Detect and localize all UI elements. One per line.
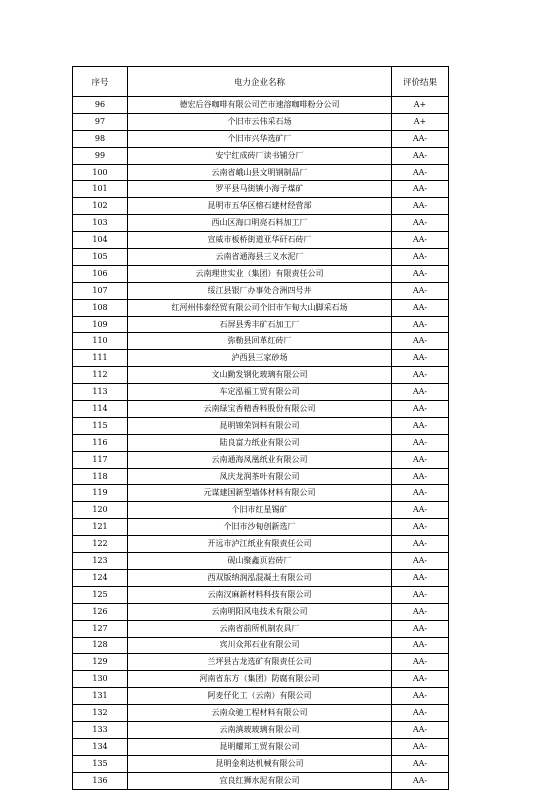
rating-value: AA- [392, 637, 449, 654]
company-name: 弥勒县回革红砖厂 [128, 333, 392, 350]
company-name: 个旧市云伟采石场 [128, 113, 392, 130]
rating-value: AA- [392, 721, 449, 738]
rating-value: AA- [392, 130, 449, 147]
table-row [73, 384, 449, 401]
row-index: 134 [73, 738, 128, 755]
row-index: 114 [73, 401, 128, 418]
row-index: 107 [73, 282, 128, 299]
company-name: 绥江县银厂办事处合洲四号井 [128, 282, 392, 299]
table-row [73, 350, 449, 367]
company-name: 石屏县秀丰矿石加工厂 [128, 316, 392, 333]
row-index: 105 [73, 249, 128, 266]
rating-value: AA- [392, 316, 449, 333]
rating-value: AA- [392, 569, 449, 586]
row-index: 136 [73, 772, 128, 789]
rating-value: A+ [392, 113, 449, 130]
header-rating: 评价结果 [392, 67, 449, 97]
company-name: 昆明金利达机械有限公司 [128, 755, 392, 772]
rating-value: AA- [392, 738, 449, 755]
table-row [73, 232, 449, 249]
table-row [73, 181, 449, 198]
header-index: 序号 [73, 67, 128, 97]
table-row [73, 113, 449, 130]
row-index: 125 [73, 586, 128, 603]
company-name: 个旧市红星锡矿 [128, 502, 392, 519]
row-index: 103 [73, 215, 128, 232]
rating-value: AA- [392, 164, 449, 181]
company-name: 个旧市兴华选矿厂 [128, 130, 392, 147]
row-index: 113 [73, 384, 128, 401]
table-row [73, 417, 449, 434]
rating-value: AA- [392, 603, 449, 620]
company-name: 云南明阳风电技术有限公司 [128, 603, 392, 620]
rating-value: AA- [392, 772, 449, 789]
row-index: 110 [73, 333, 128, 350]
row-index: 122 [73, 536, 128, 553]
table-row [73, 249, 449, 266]
row-index: 131 [73, 688, 128, 705]
table-row [73, 553, 449, 570]
table-row [73, 755, 449, 772]
rating-value: AA- [392, 417, 449, 434]
rating-value: AA- [392, 654, 449, 671]
table-row [73, 451, 449, 468]
company-name: 元谋建国新型墙体材料有限公司 [128, 485, 392, 502]
row-index: 109 [73, 316, 128, 333]
row-index: 108 [73, 299, 128, 316]
row-index: 118 [73, 468, 128, 485]
row-index: 115 [73, 417, 128, 434]
row-index: 104 [73, 232, 128, 249]
rating-value: AA- [392, 434, 449, 451]
company-name: 宜良红狮水泥有限公司 [128, 772, 392, 789]
row-index: 130 [73, 671, 128, 688]
header-company-name: 电力企业名称 [128, 67, 392, 97]
table-row [73, 164, 449, 181]
table-row [73, 772, 449, 789]
table-row [73, 586, 449, 603]
rating-value: AA- [392, 350, 449, 367]
table-row [73, 434, 449, 451]
table-row [73, 485, 449, 502]
row-index: 99 [73, 147, 128, 164]
row-index: 102 [73, 198, 128, 215]
company-name: 阿麦仔化工（云南）有限公司 [128, 688, 392, 705]
company-name: 车定泓福工贸有限公司 [128, 384, 392, 401]
rating-value: AA- [392, 586, 449, 603]
row-index: 119 [73, 485, 128, 502]
table-row [73, 215, 449, 232]
rating-value: AA- [392, 282, 449, 299]
company-name: 云南理世实业（集团）有限责任公司 [128, 265, 392, 282]
company-name: 罗平县马街镇小海子煤矿 [128, 181, 392, 198]
table-row [73, 367, 449, 384]
company-name: 陆良富力纸业有限公司 [128, 434, 392, 451]
row-index: 98 [73, 130, 128, 147]
rating-value: AA- [392, 198, 449, 215]
rating-value: AA- [392, 536, 449, 553]
company-name: 砚山聚鑫页岩砖厂 [128, 553, 392, 570]
row-index: 112 [73, 367, 128, 384]
company-name: 西双版纳润泓混凝土有限公司 [128, 569, 392, 586]
row-index: 128 [73, 637, 128, 654]
table-row [73, 738, 449, 755]
row-index: 100 [73, 164, 128, 181]
row-index: 96 [73, 97, 128, 114]
rating-value: AA- [392, 401, 449, 418]
table-row [73, 620, 449, 637]
row-index: 129 [73, 654, 128, 671]
row-index: 133 [73, 721, 128, 738]
rating-value: AA- [392, 519, 449, 536]
table-row [73, 130, 449, 147]
row-index: 101 [73, 181, 128, 198]
table-row [73, 198, 449, 215]
table-body [73, 97, 449, 790]
table-row [73, 97, 449, 114]
company-name: 安宁红成砖厂读书铺分厂 [128, 147, 392, 164]
company-name: 泸西县三家砂场 [128, 350, 392, 367]
company-name: 昆明市五华区榕石建材经营部 [128, 198, 392, 215]
company-name: 开远市泸江纸业有限责任公司 [128, 536, 392, 553]
row-index: 117 [73, 451, 128, 468]
company-name: 云南众驰工程材料有限公司 [128, 705, 392, 722]
company-name: 德宏后谷咖啡有限公司芒市速溶咖啡粉分公司 [128, 97, 392, 114]
company-name: 河南省东方（集团）防腐有限公司 [128, 671, 392, 688]
rating-value: AA- [392, 688, 449, 705]
company-name: 云南省峨山县文明钢制品厂 [128, 164, 392, 181]
rating-value: AA- [392, 705, 449, 722]
table-row [73, 299, 449, 316]
company-name: 凤庆龙润茶叶有限公司 [128, 468, 392, 485]
table-row [73, 519, 449, 536]
table-row [73, 721, 449, 738]
table-row [73, 333, 449, 350]
company-name: 文山勤发钢化玻璃有限公司 [128, 367, 392, 384]
company-name: 云南绿宝香精香料股份有限公司 [128, 401, 392, 418]
company-name: 西山区海口明亮石料加工厂 [128, 215, 392, 232]
table-header-row [73, 67, 449, 97]
company-name: 云南汉麻新材料科技有限公司 [128, 586, 392, 603]
table-row [73, 536, 449, 553]
rating-value: AA- [392, 468, 449, 485]
table-row [73, 265, 449, 282]
table-row [73, 401, 449, 418]
rating-value: AA- [392, 620, 449, 637]
row-index: 135 [73, 755, 128, 772]
rating-value: A+ [392, 97, 449, 114]
row-index: 126 [73, 603, 128, 620]
rating-value: AA- [392, 249, 449, 266]
table-row [73, 671, 449, 688]
row-index: 106 [73, 265, 128, 282]
rating-value: AA- [392, 215, 449, 232]
table-row [73, 688, 449, 705]
table-row [73, 705, 449, 722]
row-index: 120 [73, 502, 128, 519]
company-name: 宣威市板桥街道亚华矸石砖厂 [128, 232, 392, 249]
row-index: 127 [73, 620, 128, 637]
rating-value: AA- [392, 384, 449, 401]
rating-value: AA- [392, 553, 449, 570]
row-index: 121 [73, 519, 128, 536]
table-row [73, 316, 449, 333]
table-row [73, 147, 449, 164]
table-row [73, 569, 449, 586]
rating-value: AA- [392, 181, 449, 198]
rating-value: AA- [392, 367, 449, 384]
rating-value: AA- [392, 451, 449, 468]
table-row [73, 654, 449, 671]
company-name: 云南通海凤凰纸业有限公司 [128, 451, 392, 468]
company-name: 云南省通海县三义水泥厂 [128, 249, 392, 266]
table-row [73, 637, 449, 654]
company-name: 宾川众邦石业有限公司 [128, 637, 392, 654]
company-name: 云南省前所机制农具厂 [128, 620, 392, 637]
rating-value: AA- [392, 755, 449, 772]
table-row [73, 468, 449, 485]
company-name: 昆明耀邦工贸有限公司 [128, 738, 392, 755]
company-name: 红河州伟泰经贸有限公司个旧市乍甸大山脚采石场 [128, 299, 392, 316]
rating-value: AA- [392, 265, 449, 282]
rating-value: AA- [392, 299, 449, 316]
company-name: 昆明锦荣饲料有限公司 [128, 417, 392, 434]
row-index: 111 [73, 350, 128, 367]
company-name: 云南滇玻玻璃有限公司 [128, 721, 392, 738]
rating-value: AA- [392, 147, 449, 164]
company-name: 兰坪县古龙选矿有限责任公司 [128, 654, 392, 671]
row-index: 116 [73, 434, 128, 451]
rating-value: AA- [392, 232, 449, 249]
rating-value: AA- [392, 485, 449, 502]
rating-value: AA- [392, 671, 449, 688]
row-index: 132 [73, 705, 128, 722]
company-name: 个旧市沙甸创新选厂 [128, 519, 392, 536]
row-index: 124 [73, 569, 128, 586]
row-index: 123 [73, 553, 128, 570]
table-row [73, 502, 449, 519]
table-row [73, 603, 449, 620]
rating-value: AA- [392, 333, 449, 350]
row-index: 97 [73, 113, 128, 130]
rating-table [72, 66, 449, 790]
rating-value: AA- [392, 502, 449, 519]
table-row [73, 282, 449, 299]
